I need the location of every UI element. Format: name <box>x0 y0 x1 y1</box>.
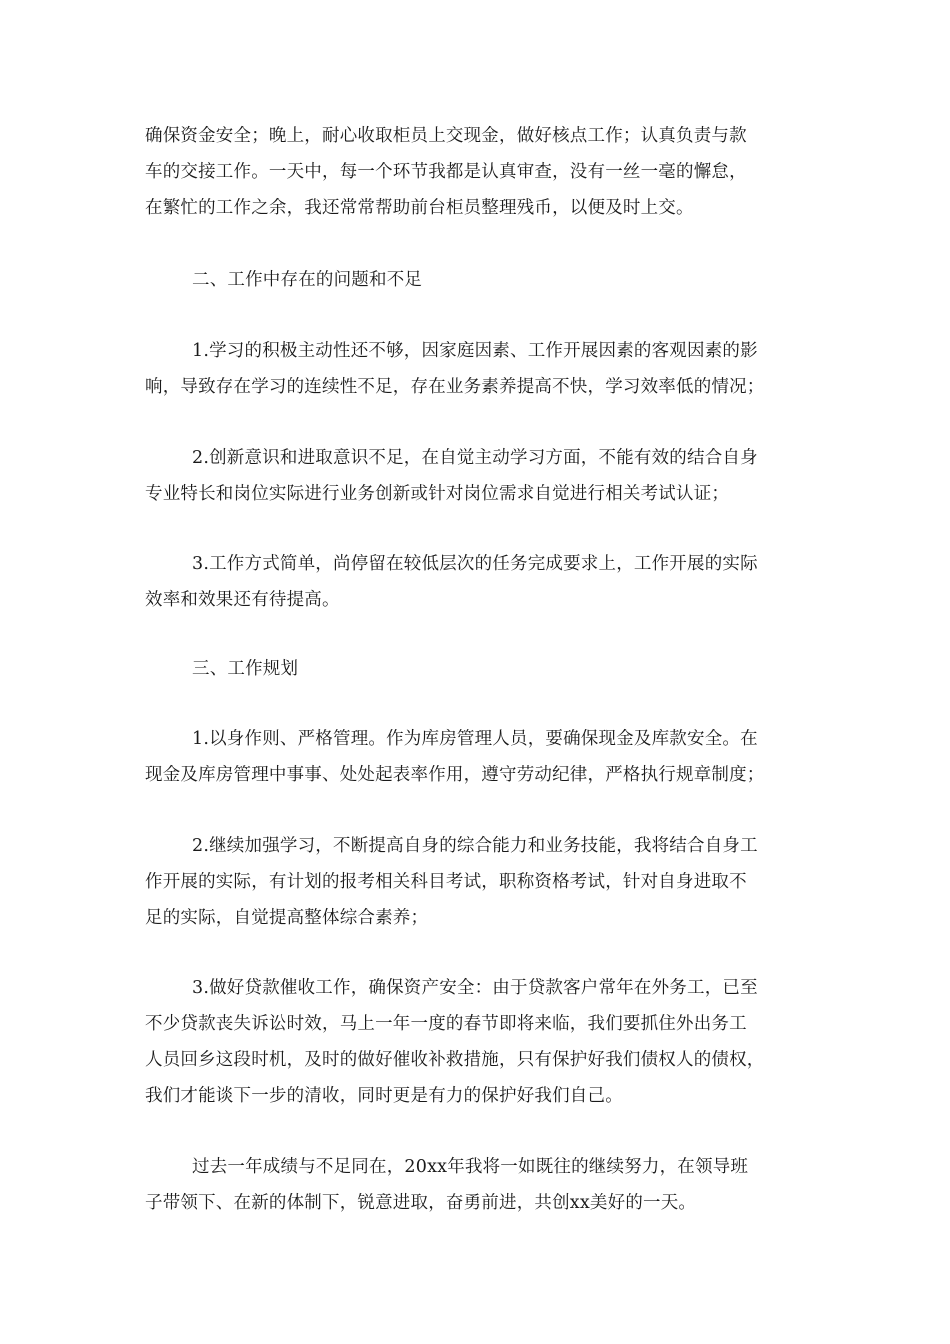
text-line: 2.创新意识和进取意识不足，在自觉主动学习方面，不能有效的结合自身 <box>192 448 758 468</box>
text-line: 不少贷款丧失诉讼时效，马上一年一度的春节即将来临，我们要抓住外出务工 <box>145 1014 747 1034</box>
text-line: 效率和效果还有待提高。 <box>145 590 340 610</box>
paragraph-problem-3 <box>145 546 810 618</box>
text-line: 现金及库房管理中事事、处处起表率作用，遵守劳动纪律，严格执行规章制度； <box>145 765 765 785</box>
text-line: 足的实际，自觉提高整体综合素养； <box>145 908 429 928</box>
paragraph-conclusion <box>145 1149 810 1221</box>
text-line: 在繁忙的工作之余，我还常常帮助前台柜员整理残币，以便及时上交。 <box>145 198 694 218</box>
text-line: 专业特长和岗位实际进行业务创新或针对岗位需求自觉进行相关考试认证； <box>145 484 730 504</box>
text-line: 2.继续加强学习，不断提高自身的综合能力和业务技能，我将结合自身工 <box>192 836 758 856</box>
text-line: 3.做好贷款催收工作，确保资产安全：由于贷款客户常年在外务工，已至 <box>192 978 758 998</box>
section-heading-problems <box>145 262 810 298</box>
text-line: 子带领下、在新的体制下，锐意进取，奋勇前进，共创xx美好的一天。 <box>145 1193 697 1213</box>
text-line: 1.学习的积极主动性还不够，因家庭因素、工作开展因素的客观因素的影 <box>192 341 758 361</box>
text-line: 过去一年成绩与不足同在，20xx年我将一如既往的继续努力，在领导班 <box>192 1157 749 1177</box>
text-line: 作开展的实际，有计划的报考相关科目考试，职称资格考试，针对自身进取不 <box>145 872 747 892</box>
paragraph-plan-1 <box>145 721 810 793</box>
paragraph-problem-1 <box>145 333 810 405</box>
heading-text: 三、工作规划 <box>192 659 299 679</box>
paragraph-plan-2 <box>145 828 810 936</box>
paragraph-cash-safety <box>145 118 810 226</box>
text-line: 我们才能谈下一步的清收，同时更是有力的保护好我们自己。 <box>145 1086 623 1106</box>
text-line: 车的交接工作。一天中，每一个环节我都是认真审查，没有一丝一毫的懈怠， <box>145 162 747 182</box>
paragraph-problem-2 <box>145 440 810 512</box>
text-line: 确保资金安全；晚上，耐心收取柜员上交现金，做好核点工作；认真负责与款 <box>145 126 747 146</box>
heading-text: 二、工作中存在的问题和不足 <box>192 270 423 290</box>
text-line: 3.工作方式简单，尚停留在较低层次的任务完成要求上，工作开展的实际 <box>192 554 758 574</box>
section-heading-plan <box>145 651 810 687</box>
text-line: 1.以身作则、严格管理。作为库房管理人员，要确保现金及库款安全。在 <box>192 729 758 749</box>
text-line: 响，导致存在学习的连续性不足，存在业务素养提高不快，学习效率低的情况； <box>145 377 765 397</box>
text-line: 人员回乡这段时机，及时的做好催收补救措施，只有保护好我们债权人的债权， <box>145 1050 765 1070</box>
paragraph-plan-3 <box>145 970 810 1114</box>
